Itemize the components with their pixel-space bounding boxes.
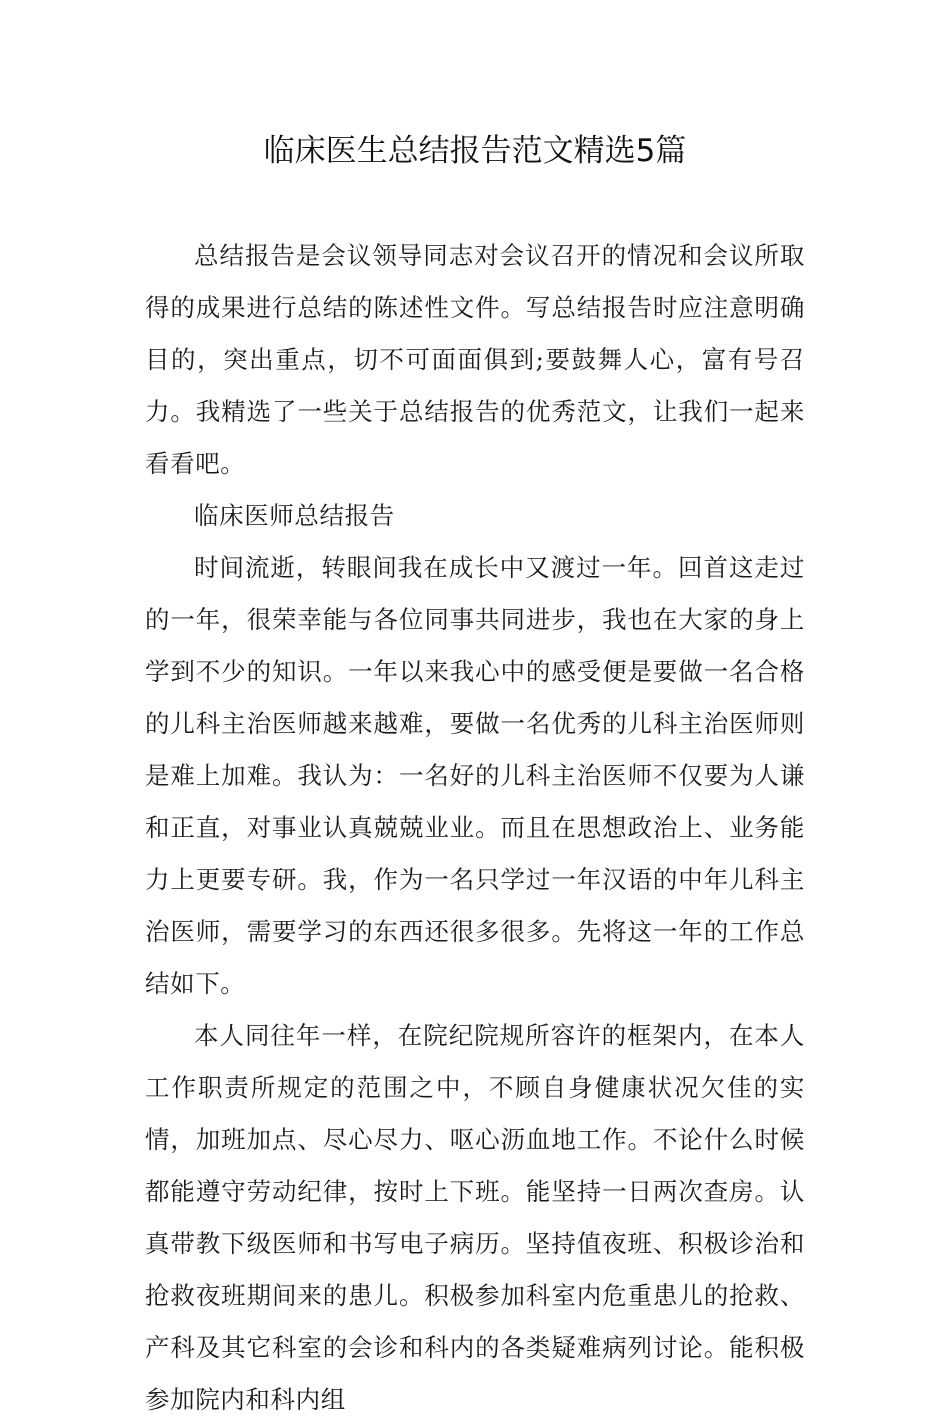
body-paragraph: 本人同往年一样，在院纪院规所容许的框架内，在本人工作职责所规定的范围之中，不顾自身健康状况欠佳的实情，加班加点、尽心尽力、呕心沥血地工作。不论什么时候都能遵守劳动纪律，按时上下班。能坚持一日两次查房。认真带教下级医师和书写电子病历。坚持值夜班、积极诊治和抢救夜班期间来的患儿。积极参加科室内危重患儿的抢救、产科及其它科室的会诊和科内的各类疑难病列讨论。能积极参加院内和科内组 (145, 1021, 805, 1414)
document-body (145, 230, 805, 1426)
body-paragraph: 时间流逝，转眼间我在成长中又渡过一年。回首这走过的一年，很荣幸能与各位同事共同进步，我也在大家的身上学到不少的知识。一年以来我心中的感受便是要做一名合格的儿科主治医师越来越难，要做一名优秀的儿科主治医师则是难上加难。我认为：一名好的儿科主治医师不仅要为人谦和正直，对事业认真兢兢业业。而且在思想政治上、业务能力上更要专研。我，作为一名只学过一年汉语的中年儿科主治医师，需要学习的东西还很多很多。先将这一年的工作总结如下。 (145, 553, 805, 998)
document-title: 临床医生总结报告范文精选5篇 (263, 133, 687, 169)
intro-paragraph: 总结报告是会议领导同志对会议召开的情况和会议所取得的成果进行总结的陈述性文件。写总结报告时应注意明确目的，突出重点，切不可面面俱到;要鼓舞人心，富有号召力。我精选了一些关于总结报告的优秀范文，让我们一起来看看吧。 (145, 241, 805, 478)
section-heading: 临床医师总结报告 (194, 501, 395, 530)
